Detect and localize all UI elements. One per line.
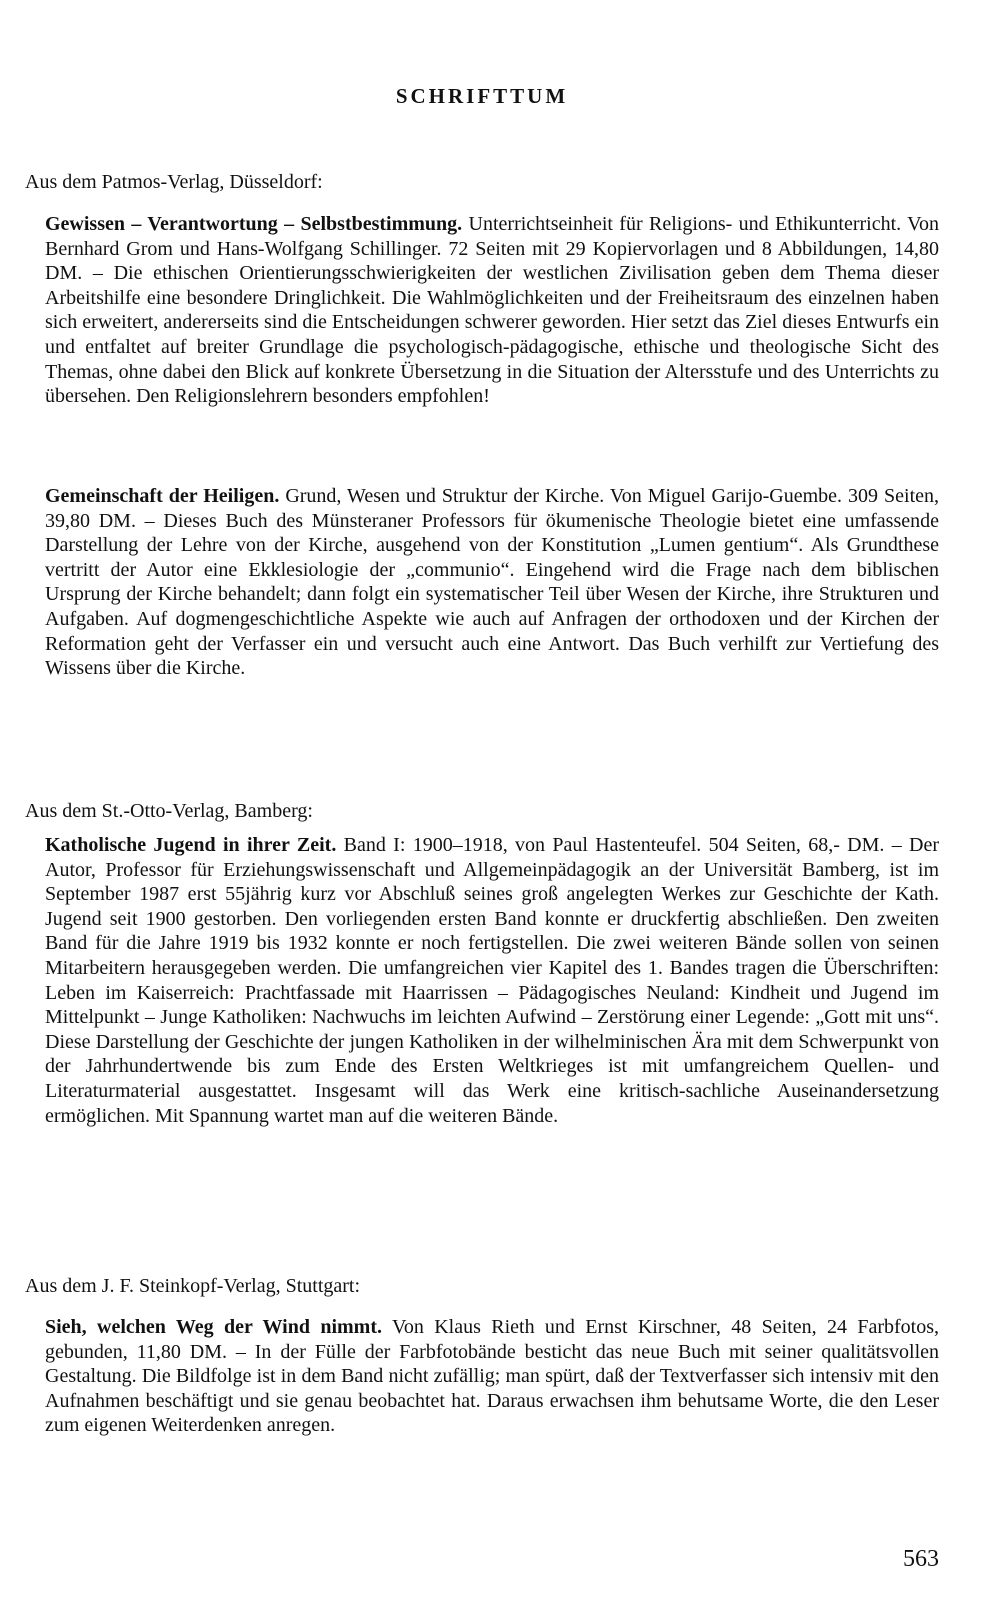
review-text: Von Klaus Rieth und Ernst Kirschner, 48 Seiten, 24 Farbfotos, gebunden, 11,80 DM. – In der Fülle der Farbfotobände besticht das neue Buch mit seiner qualitätsvollen Gestaltung. Die Bildfolge ist in dem Band nicht zufällig; man spürt, daß der Textverfasser sich intensiv mit den Aufnahmen beschäftigt und sie genau beobachtet hat. Daraus erwachsen ihm behutsame Worte, die den Leser zum eigenen Weiterdenken anregen. [45, 1316, 939, 1437]
book-title: Katholische Jugend in ihrer Zeit. [45, 834, 337, 856]
publisher-heading: Aus dem Patmos-Verlag, Düsseldorf: [25, 171, 323, 193]
book-title: Sieh, welchen Weg der Wind nimmt. [45, 1316, 383, 1338]
publisher-heading: Aus dem St.-Otto-Verlag, Bamberg: [25, 800, 313, 822]
page-title: SCHRIFTTUM [395, 84, 569, 108]
book-title: Gewissen – Verantwortung – Selbstbestimmung. [45, 213, 463, 235]
document-page [25, 0, 939, 1622]
review-text: Grund, Wesen und Struktur der Kirche. Von Miguel Garijo-Guembe. 309 Seiten, 39,80 DM. – Dieses Buch des Münsteraner Professors für ökumenische Theologie bietet eine umfassende Darstellung der Lehre von der Kirche, ausgehend von der Konstitution „Lumen gentium“. Als Grundthese vertritt der Autor eine Ekklesiologie der „communio“. Eingehend wird die Frage nach dem biblischen Ursprung der Kirche behandelt; dann folgt ein systematischer Teil über Wesen der Kirche, ihre Strukturen und Aufgaben. Auf dogmengeschichtliche Aspekte wie auch auf Anfragen der orthodoxen und der Kirchen der Reformation geht der Verfasser ein und versucht auch eine Antwort. Das Buch verhilft zur Vertiefung des Wissens über die Kirche. [45, 485, 939, 680]
publisher-heading: Aus dem J. F. Steinkopf-Verlag, Stuttgart: [25, 1275, 361, 1297]
book-review-entry [25, 1315, 939, 1438]
book-review-entry [25, 212, 939, 409]
page-number: 563 [903, 1546, 939, 1572]
book-title: Gemeinschaft der Heiligen. [45, 485, 280, 507]
review-text: Unterrichtseinheit für Religions- und Ethikunterricht. Von Bernhard Grom und Hans-Wolfgang Schillinger. 72 Seiten mit 29 Kopiervorlagen und 8 Abbildungen, 14,80 DM. – Die ethischen Orientierungsschwierigkeiten der westlichen Zivilisation geben dem Thema dieser Arbeitshilfe eine besondere Dringlichkeit. Die Wahlmöglichkeiten und der Freiheitsraum des einzelnen haben sich erweitert, andererseits sind die Entscheidungen schwerer geworden. Hier setzt das Ziel dieses Entwurfs ein und entfaltet auf breiter Grundlage die psychologisch-pädagogische, ethische und theologische Sicht des Themas, ohne dabei den Blick auf konkrete Übersetzung in die Situation der Altersstufe und des Unterrichts zu übersehen. Den Religionslehrern besonders empfohlen! [45, 213, 939, 408]
review-text: Band I: 1900–1918, von Paul Hastenteufel. 504 Seiten, 68,- DM. – Der Autor, Professor für Erziehungswissenschaft und Allgemeinpädagogik an der Universität Bamberg, ist im September 1987 erst 55jährig kurz vor Abschluß seines groß angelegten Werkes zur Geschichte der Kath. Jugend seit 1900 gestorben. Den vorliegenden ersten Band konnte er druckfertig abschließen. Den zweiten Band für die Jahre 1919 bis 1932 konnte er noch fertigstellen. Die zwei weiteren Bände sollen von seinen Mitarbeitern herausgegeben werden. Die umfangreichen vier Kapitel des 1. Bandes tragen die Überschriften: Leben im Kaiserreich: Prachtfassade mit Haarrissen – Pädagogisches Neuland: Kindheit und Jugend im Mittelpunkt – Junge Katholiken: Nachwuchs im leichten Aufwind – Zerstörung einer Legende: „Gott mit uns“. Diese Darstellung der Geschichte der jungen Katholiken in der wilhelminischen Ära mit dem Schwerpunkt von der Jahrhundertwende bis zum Ende des Ersten Weltkrieges ist mit umfangreichem Quellen- und Literaturmaterial ausgestattet. Insgesamt will das Werk eine kritisch-sachliche Auseinandersetzung ermöglichen. Mit Spannung wartet man auf die weiteren Bände. [45, 834, 940, 1127]
book-review-entry [25, 833, 939, 1128]
book-review-entry [25, 484, 939, 681]
